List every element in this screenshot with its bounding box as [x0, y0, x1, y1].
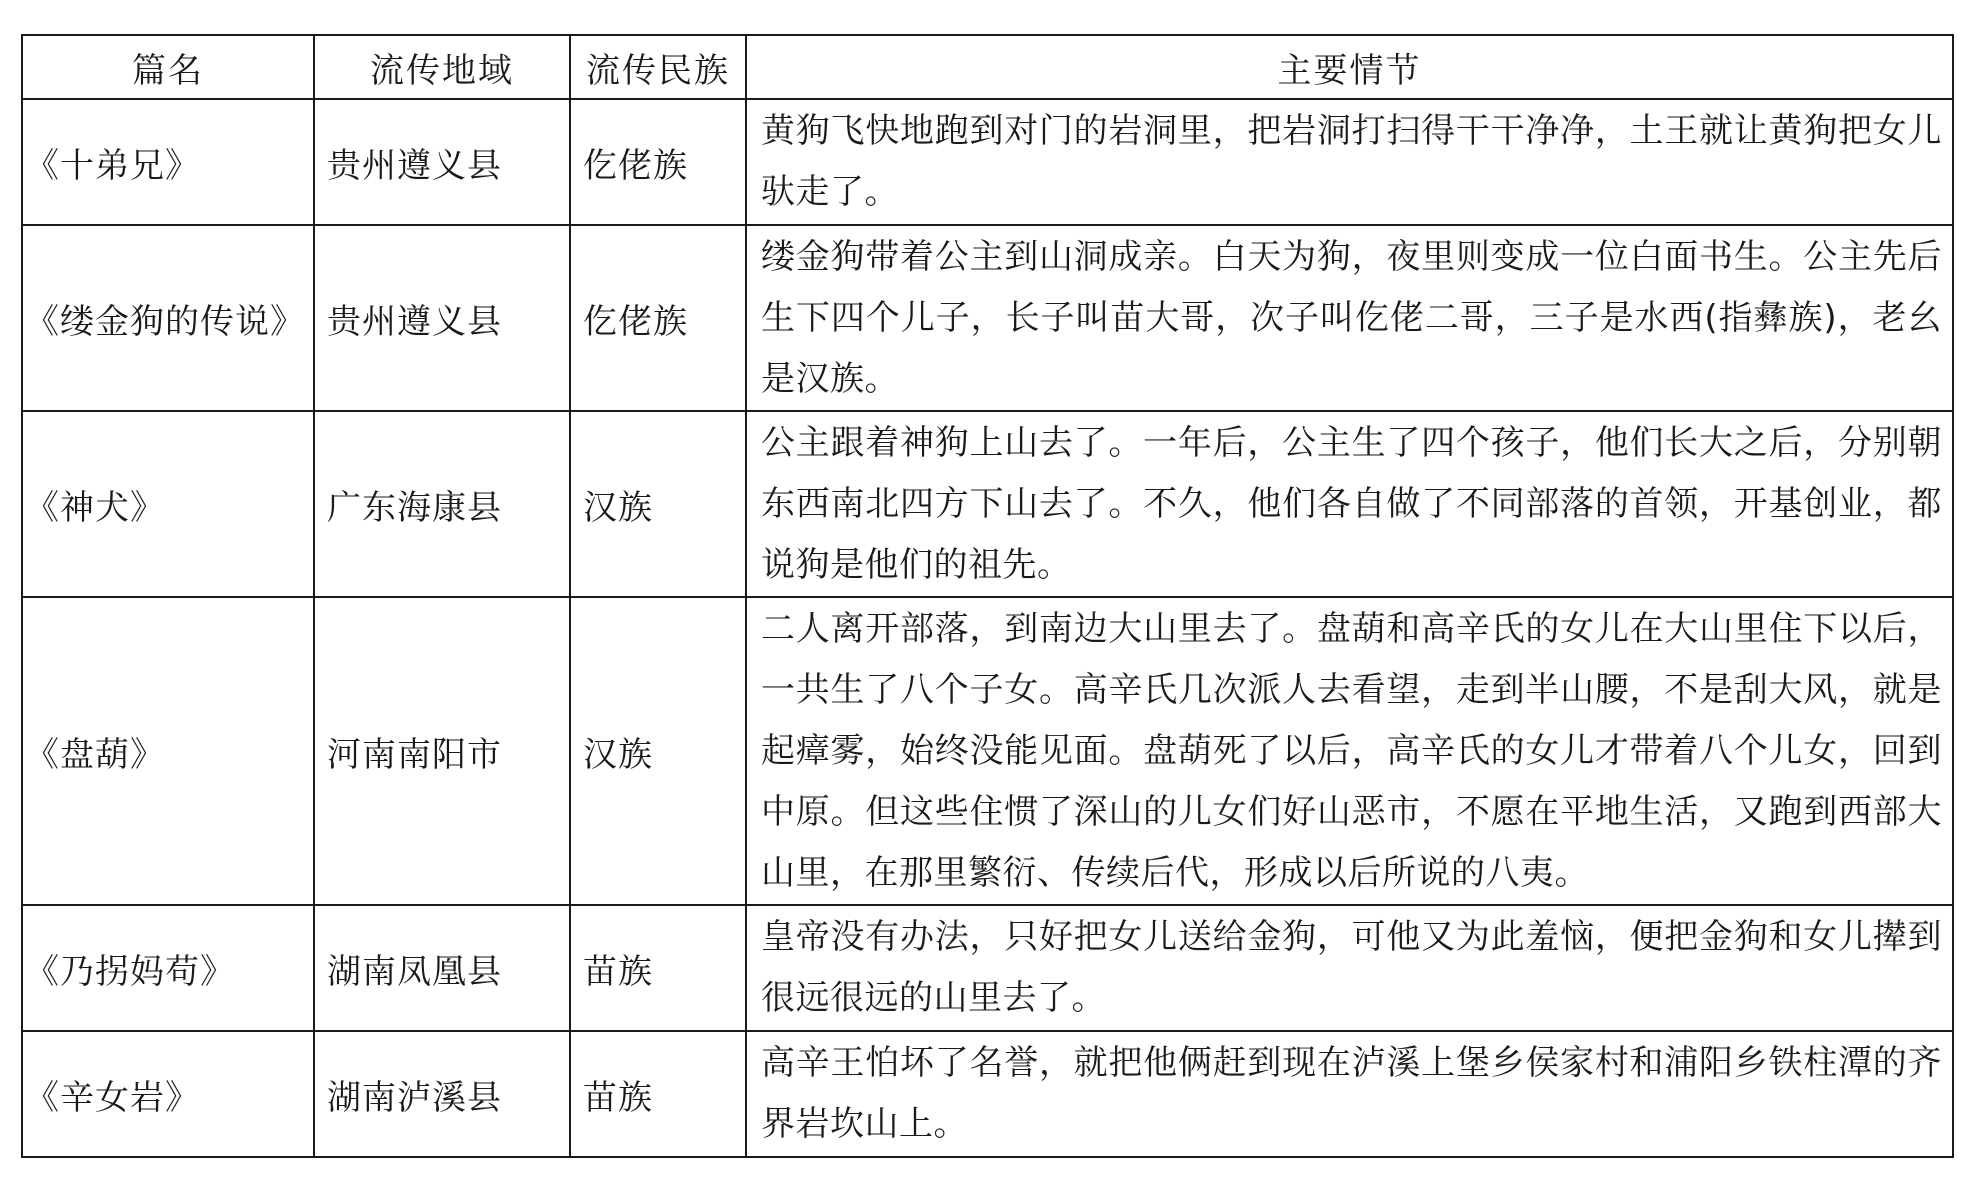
cell-ethnic: 仡佬族	[570, 225, 746, 411]
cell-plot: 皇帝没有办法，只好把女儿送给金狗，可他又为此羞恼，便把金狗和女儿撵到很远很远的山里去了。	[746, 905, 1953, 1031]
cell-plot: 高辛王怕坏了名誉，就把他俩赶到现在泸溪上堡乡侯家村和浦阳乡铁柱潭的齐界岩坎山上。	[746, 1031, 1953, 1157]
legend-table	[21, 34, 1954, 1158]
cell-title: 《辛女岩》	[22, 1031, 314, 1157]
cell-region: 广东海康县	[314, 411, 570, 597]
cell-ethnic: 苗族	[570, 1031, 746, 1157]
cell-region: 贵州遵义县	[314, 225, 570, 411]
table-row	[22, 411, 1953, 597]
cell-title: 《十弟兄》	[22, 99, 314, 225]
table-row	[22, 1031, 1953, 1157]
cell-ethnic: 苗族	[570, 905, 746, 1031]
cell-plot: 缕金狗带着公主到山洞成亲。白天为狗，夜里则变成一位白面书生。公主先后生下四个儿子，长子叫苗大哥，次子叫仡佬二哥，三子是水西(指彝族)，老幺是汉族。	[746, 225, 1953, 411]
cell-region: 贵州遵义县	[314, 99, 570, 225]
header-title: 篇名	[22, 35, 314, 99]
cell-region: 湖南泸溪县	[314, 1031, 570, 1157]
header-region: 流传地域	[314, 35, 570, 99]
table-row	[22, 597, 1953, 905]
cell-ethnic: 仡佬族	[570, 99, 746, 225]
table-row	[22, 225, 1953, 411]
cell-ethnic: 汉族	[570, 597, 746, 905]
cell-plot: 二人离开部落，到南边大山里去了。盘葫和高辛氏的女儿在大山里住下以后，一共生了八个子女。高辛氏几次派人去看望，走到半山腰，不是刮大风，就是起瘴雾，始终没能见面。盘葫死了以后，高辛氏的女儿才带着八个儿女，回到中原。但这些住惯了深山的儿女们好山恶市，不愿在平地生活，又跑到西部大山里，在那里繁衍、传续后代，形成以后所说的八夷。	[746, 597, 1953, 905]
cell-title: 《缕金狗的传说》	[22, 225, 314, 411]
header-row	[22, 35, 1953, 99]
table-row	[22, 905, 1953, 1031]
table-row	[22, 99, 1953, 225]
cell-plot: 公主跟着神狗上山去了。一年后，公主生了四个孩子，他们长大之后，分别朝东西南北四方下山去了。不久，他们各自做了不同部落的首领，开基创业，都说狗是他们的祖先。	[746, 411, 1953, 597]
cell-ethnic: 汉族	[570, 411, 746, 597]
cell-plot: 黄狗飞快地跑到对门的岩洞里，把岩洞打扫得干干净净，土王就让黄狗把女儿驮走了。	[746, 99, 1953, 225]
cell-title: 《乃拐妈苟》	[22, 905, 314, 1031]
cell-title: 《盘葫》	[22, 597, 314, 905]
header-plot: 主要情节	[746, 35, 1953, 99]
cell-region: 湖南凤凰县	[314, 905, 570, 1031]
cell-region: 河南南阳市	[314, 597, 570, 905]
cell-title: 《神犬》	[22, 411, 314, 597]
header-ethnic: 流传民族	[570, 35, 746, 99]
